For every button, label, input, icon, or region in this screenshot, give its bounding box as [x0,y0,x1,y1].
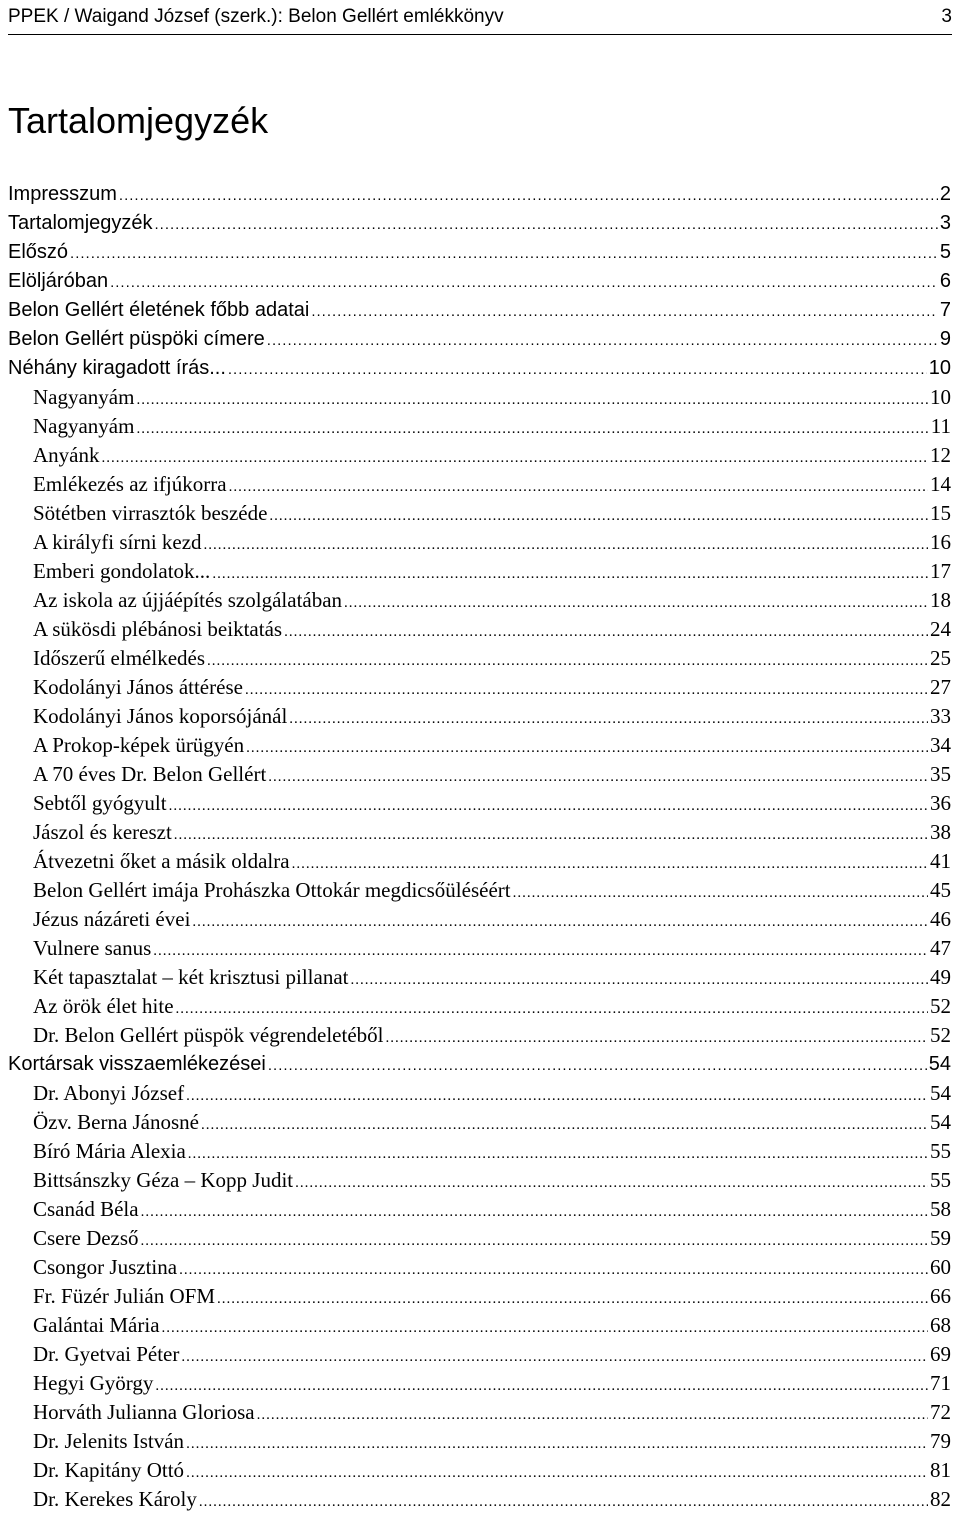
toc-entry-title: Jézus názáreti évei [33,907,191,931]
toc-entry-page: 81 [930,1458,951,1482]
toc-entry-title: Az örök élet hite [33,994,174,1018]
toc-entry-title: Emberi gondolatok... [33,559,211,583]
dot-leader [141,1198,928,1227]
toc-entry-title: Sebtől gyógyult [33,791,167,815]
toc-entry[interactable] [0,789,960,818]
table-of-contents [0,180,960,1514]
toc-entry-page: 35 [930,762,951,786]
toc-entry[interactable] [0,876,960,905]
toc-entry-page: 36 [930,791,951,815]
toc-entry-page: 55 [930,1139,951,1163]
dot-leader [212,560,928,589]
dot-leader [386,1024,929,1053]
toc-entry-page: 54 [930,1110,951,1134]
dot-leader [268,763,928,792]
toc-entry-title: Dr. Kapitány Ottó [33,1458,185,1482]
dot-leader [155,210,938,239]
toc-entry-title: A 70 éves Dr. Belon Gellért [33,762,267,786]
toc-entry-page: 54 [930,1081,951,1105]
toc-entry-page: 34 [930,733,951,757]
toc-entry[interactable] [0,934,960,963]
toc-entry-page: 33 [930,704,951,728]
toc-entry-title: Bittsánszky Géza – Kopp Judit [33,1168,294,1192]
toc-entry-title: Elöljáróban [8,270,109,292]
dot-leader [311,297,938,326]
dot-leader [192,908,928,937]
dot-leader [207,647,928,676]
dot-leader [246,734,928,763]
toc-entry-title: Dr. Belon Gellért püspök végrendeletéből [33,1023,384,1047]
toc-entry[interactable] [0,644,960,673]
toc-entry[interactable] [0,1195,960,1224]
dot-leader [267,326,938,355]
toc-entry[interactable] [0,499,960,528]
dot-leader [174,821,928,850]
toc-entry[interactable] [0,1456,960,1485]
toc-entry[interactable] [0,1340,960,1369]
toc-entry-title: Kortársak visszaemlékezései [8,1053,266,1075]
toc-entry[interactable] [0,238,960,267]
toc-entry[interactable] [0,992,960,1021]
toc-entry[interactable] [0,383,960,412]
toc-entry-title: Dr. Kerekes Károly [33,1487,197,1511]
toc-entry-title: Sötétben virrasztók beszéde [33,501,268,525]
toc-entry-page: 47 [930,936,951,960]
toc-entry-page: 18 [930,588,951,612]
toc-entry-title: Hegyi György [33,1371,154,1395]
dot-leader [292,850,928,879]
toc-entry[interactable] [0,1253,960,1282]
toc-entry-page: 49 [930,965,951,989]
toc-entry-title: Átvezetni őket a másik oldalra [33,849,290,873]
toc-entry-page: 27 [930,675,951,699]
toc-entry-page: 72 [930,1400,951,1424]
toc-entry[interactable] [0,760,960,789]
toc-entry-page: 2 [939,183,951,205]
toc-entry-title: A királyfi sírni kezd [33,530,202,554]
dot-leader [176,995,928,1024]
toc-entry-page: 54 [928,1053,951,1075]
dot-leader [228,355,927,384]
document-title: PPEK / Waigand József (szerk.): Belon Gellért emlékkönyv [8,6,504,27]
dot-leader [70,239,938,268]
dot-leader [295,1169,928,1198]
dot-leader [169,792,928,821]
dot-leader [188,1140,928,1169]
toc-entry-page: 79 [930,1429,951,1453]
toc-entry-page: 12 [930,443,951,467]
dot-leader [201,1111,928,1140]
toc-entry[interactable] [0,441,960,470]
toc-entry-page: 9 [939,328,951,350]
toc-entry-page: 14 [930,472,951,496]
dot-leader [513,879,928,908]
dot-leader [284,618,928,647]
toc-entry[interactable] [0,586,960,615]
dot-leader [350,966,928,995]
toc-entry[interactable] [0,1485,960,1514]
toc-entry-page: 58 [930,1197,951,1221]
toc-entry-page: 55 [930,1168,951,1192]
toc-entry-page: 59 [930,1226,951,1250]
toc-entry[interactable] [0,1166,960,1195]
dot-leader [199,1488,928,1517]
dot-leader [269,502,928,531]
toc-entry-title: Tartalomjegyzék [8,212,153,234]
toc-entry-title: Az iskola az újjáépítés szolgálatában [33,588,343,612]
toc-entry[interactable] [0,963,960,992]
toc-entry-page: 16 [930,530,951,554]
toc-entry-title: Időszerű elmélkedés [33,646,206,670]
toc-entry[interactable] [0,847,960,876]
toc-entry[interactable] [0,673,960,702]
toc-entry-page: 10 [928,357,951,379]
toc-entry[interactable] [0,1079,960,1108]
toc-entry[interactable] [0,1021,960,1050]
toc-entry[interactable] [0,1398,960,1427]
toc-entry-title: Bíró Mária Alexia [33,1139,186,1163]
toc-entry-page: 46 [930,907,951,931]
toc-entry-title: A sükösdi plébánosi beiktatás [33,617,283,641]
dot-leader [136,386,928,415]
toc-entry[interactable] [0,1369,960,1398]
dot-leader [110,268,938,297]
toc-entry[interactable] [0,325,960,354]
toc-entry-title: Nagyanyám [33,385,135,409]
toc-entry-page: 66 [930,1284,951,1308]
toc-entry[interactable] [0,1050,960,1079]
toc-entry[interactable] [0,528,960,557]
toc-entry-title: Kodolányi János áttérése [33,675,243,699]
dot-leader [186,1430,928,1459]
toc-entry-page: 7 [939,299,951,321]
toc-entry-title: Horváth Julianna Gloriosa [33,1400,255,1424]
toc-entry[interactable] [0,905,960,934]
dot-leader [229,473,928,502]
toc-entry-title: Özv. Berna Jánosné [33,1110,200,1134]
toc-entry[interactable] [0,731,960,760]
toc-entry-page: 52 [930,1023,951,1047]
toc-entry-page: 69 [930,1342,951,1366]
dot-leader [136,415,928,444]
dot-leader [179,1256,928,1285]
toc-entry-title: Belon Gellért püspöki címere [8,328,265,350]
dot-leader [186,1082,928,1111]
toc-entry-title: Emlékezés az ifjúkorra [33,472,227,496]
toc-entry-page: 52 [930,994,951,1018]
toc-entry[interactable] [0,412,960,441]
toc-entry-title: Előszó [8,241,69,263]
toc-entry-page: 5 [939,241,951,263]
toc-entry-page: 24 [930,617,951,641]
dot-leader [289,705,928,734]
toc-entry-page: 15 [930,501,951,525]
toc-entry[interactable] [0,1427,960,1456]
toc-entry[interactable] [0,615,960,644]
toc-entry-page: 38 [930,820,951,844]
toc-entry-title: Csongor Jusztina [33,1255,178,1279]
toc-entry-page: 17 [930,559,951,583]
toc-entry[interactable] [0,470,960,499]
dot-leader [141,1227,928,1256]
toc-entry-title: Dr. Jelenits István [33,1429,185,1453]
toc-entry-page: 3 [939,212,951,234]
toc-entry-title: Két tapasztalat – két krisztusi pillanat [33,965,349,989]
page-title: Tartalomjegyzék [8,100,269,141]
toc-entry-page: 10 [930,385,951,409]
toc-entry-page: 6 [939,270,951,292]
toc-entry[interactable] [0,1282,960,1311]
toc-entry-title: Dr. Abonyi József [33,1081,185,1105]
dot-leader [102,444,929,473]
dot-leader [268,1051,927,1080]
toc-entry-page: 45 [930,878,951,902]
dot-leader [344,589,928,618]
toc-entry-title: A Prokop-képek ürügyén [33,733,245,757]
dot-leader [217,1285,928,1314]
toc-entry[interactable] [0,296,960,325]
toc-entry[interactable] [0,818,960,847]
page-number: 3 [941,6,952,27]
toc-entry-title: Galántai Mária [33,1313,160,1337]
toc-entry-title: Impresszum [8,183,117,205]
toc-entry-title: Fr. Füzér Julián OFM [33,1284,216,1308]
toc-entry-title: Dr. Gyetvai Péter [33,1342,180,1366]
toc-entry-page: 68 [930,1313,951,1337]
toc-entry-title: Csere Dezső [33,1226,139,1250]
toc-entry[interactable] [0,354,960,383]
dot-leader [186,1459,928,1488]
toc-entry-page: 71 [930,1371,951,1395]
toc-entry-page: 41 [930,849,951,873]
toc-entry[interactable] [0,209,960,238]
toc-entry-page: 11 [930,414,951,438]
dot-leader [257,1401,928,1430]
toc-entry-title: Vulnere sanus [33,936,152,960]
dot-leader [155,1372,928,1401]
dot-leader [153,937,928,966]
dot-leader [181,1343,928,1372]
toc-entry[interactable] [0,180,960,209]
toc-entry[interactable] [0,1137,960,1166]
toc-entry-page: 25 [930,646,951,670]
toc-entry[interactable] [0,267,960,296]
toc-entry-page: 60 [930,1255,951,1279]
dot-leader [204,531,928,560]
toc-entry-page: 82 [930,1487,951,1511]
toc-entry-title: Jászol és kereszt [33,820,172,844]
toc-entry[interactable] [0,702,960,731]
dot-leader [119,181,938,210]
toc-entry[interactable] [0,557,960,586]
toc-entry-title: Kodolányi János koporsójánál [33,704,288,728]
dot-leader [245,676,928,705]
toc-entry[interactable] [0,1224,960,1253]
toc-entry-title: Anyánk [33,443,100,467]
toc-entry-title: Néhány kiragadott írás... [8,357,226,379]
dot-leader [162,1314,928,1343]
toc-entry[interactable] [0,1311,960,1340]
toc-entry-title: Csanád Béla [33,1197,139,1221]
running-header [8,0,952,35]
toc-entry[interactable] [0,1108,960,1137]
toc-entry-title: Nagyanyám [33,414,135,438]
toc-entry-title: Belon Gellért imája Prohászka Ottokár megdicsőüléséért [33,878,511,902]
toc-entry-title: Belon Gellért életének főbb adatai [8,299,310,321]
